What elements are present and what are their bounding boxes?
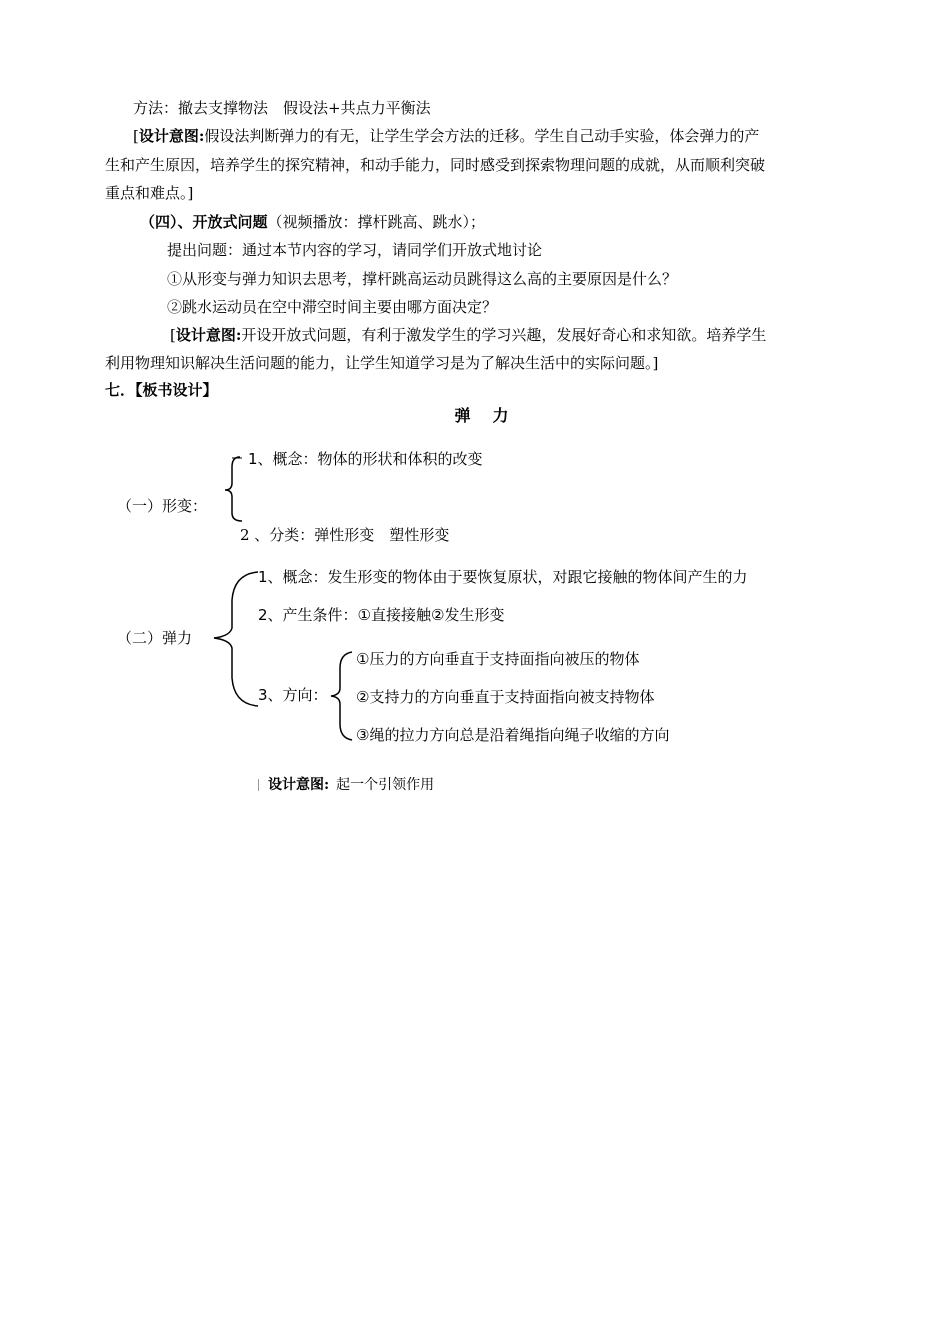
margin-mark <box>258 779 259 791</box>
method-label: 方法： <box>133 99 179 117</box>
direction-item-2: ②支持力的方向垂直于支持面指向被支持物体 <box>356 688 655 706</box>
section-4-prompt: 提出问题：通过本节内容的学习，请同学们开放式地讨论 <box>167 241 543 259</box>
elastic-label: （二）弹力 <box>117 629 193 647</box>
brace-direction <box>328 650 356 742</box>
design-intent-label: 设计意图: <box>138 127 205 145</box>
section-4-question-2: ②跳水运动员在空中滞空时间主要由哪方面决定？ <box>167 298 498 316</box>
method-line <box>133 98 431 118</box>
deform-concept: 1、概念：物体的形状和体积的改变 <box>248 450 483 468</box>
direction-item-3: ③绳的拉力方向总是沿着绳指向绳子收缩的方向 <box>356 726 670 744</box>
section-7-title: 七．【板书设计】 <box>105 381 218 399</box>
elastic-condition: 2、产生条件：①直接接触②发生形变 <box>258 606 505 624</box>
design-intent-3 <box>268 775 434 795</box>
design-intent-3-text: 起一个引领作用 <box>336 777 435 793</box>
method-text-2: 假设法+共点力平衡法 <box>283 99 431 117</box>
design-intent-1-line-1: [设计意图:假设法判断弹力的有无，让学生学会方法的迁移。学生自己动手实验，体会弹力的产 <box>133 127 760 145</box>
brace-elastic <box>212 570 262 710</box>
section-4-question-1: ①从形变与弹力知识去思考，撑杆跳高运动员跳得这么高的主要原因是什么？ <box>167 270 678 288</box>
deform-label: （一）形变： <box>117 497 208 515</box>
design-intent-2-line-1: [设计意图:开设开放式问题，有利于激发学生的学习兴趣，发展好奇心和求知欲。培养学生 <box>170 326 767 344</box>
elastic-concept: 1、概念：发生形变的物体由于要恢复原状，对跟它接触的物体间产生的力 <box>258 568 748 586</box>
method-text: 撤去支撑物法 <box>178 99 269 117</box>
deform-types: 2 、分类：弹性形变 塑性形变 <box>240 526 450 544</box>
board-title: 弹力 <box>454 406 531 425</box>
design-intent-label: 设计意图: <box>175 326 242 344</box>
elastic-direction-label: 3、方向： <box>258 686 328 704</box>
design-intent-1-line-2: 生和产生原因，培养学生的探究精神，和动手能力，同时感受到探索物理问题的成就，从而顺利突破 <box>105 156 766 174</box>
direction-item-1: ①压力的方向垂直于支持面指向被压的物体 <box>356 650 640 668</box>
section-4-note: （视频播放：撑杆跳高、跳水）； <box>267 213 486 231</box>
design-intent-2-line-2: 利用物理知识解决生活问题的能力，让学生知道学习是为了解决生活中的实际问题。] <box>105 354 659 372</box>
design-intent-1-line-3: 重点和难点。] <box>105 184 194 202</box>
section-4-heading <box>140 212 485 232</box>
section-4-title: （四）、开放式问题 <box>140 213 268 231</box>
design-intent-label: 设计意图: <box>268 777 330 793</box>
